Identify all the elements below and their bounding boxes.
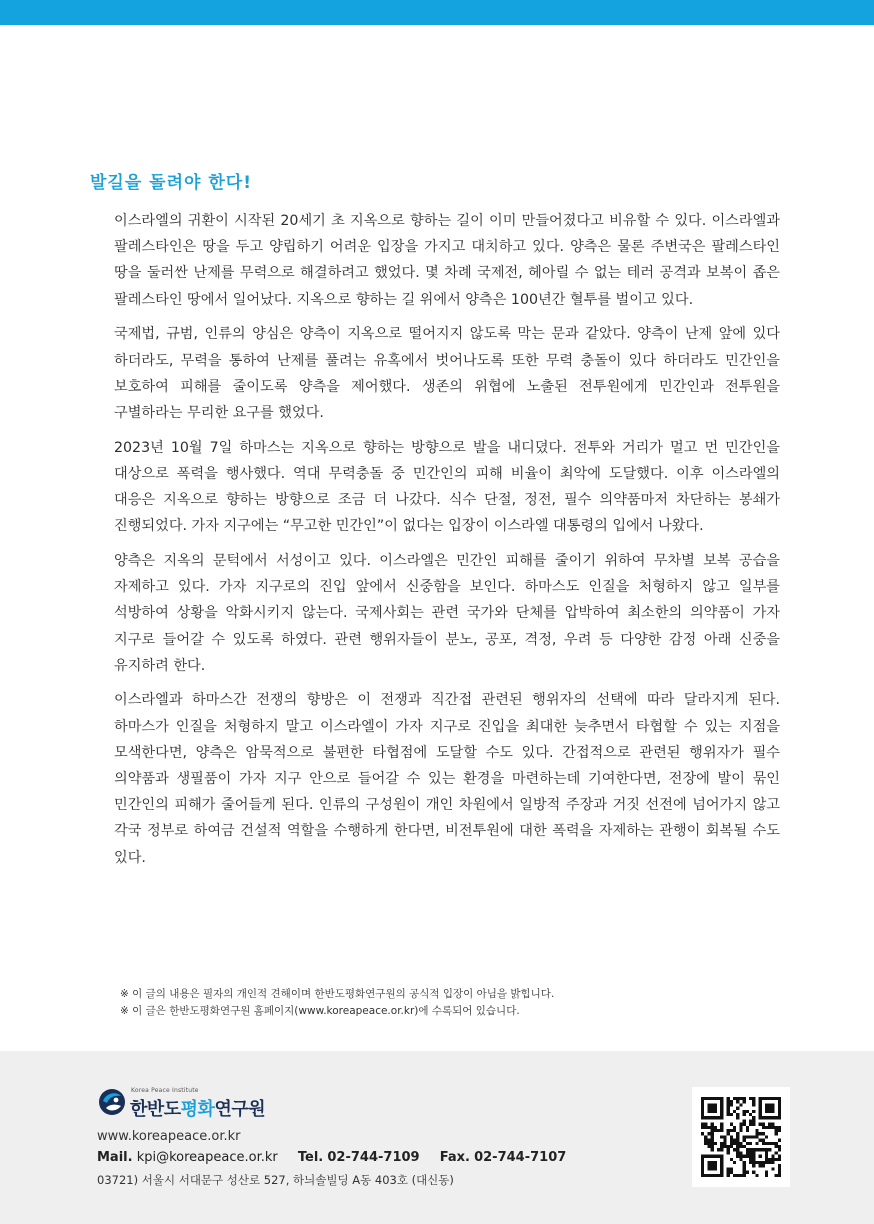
paragraph: 국제법, 규범, 인류의 양심은 양측이 지옥으로 떨어지지 않도록 막는 문과 같았다. 양측이 난제 앞에 있다 하더라도, 무력을 통하여 난제를 풀려는 유혹에서 벗어나도록 또한 무력 충돌이 있다 하더라도 민간인을 보호하여 피해를 줄이도록 양측을 제어했다. 생존의 위협에 노출된 전투원에게 민간인과 전투원을 구별하라는 무리한 요구를 했었다. xyxy=(114,326,780,421)
logo-korean-part: 연구원 xyxy=(214,1099,266,1120)
contact-line xyxy=(97,1150,566,1165)
tel-label: Tel. xyxy=(297,1150,324,1165)
disclaimer-notes xyxy=(120,986,820,1020)
tel-value: 02-744-7109 xyxy=(327,1150,420,1165)
top-accent-bar xyxy=(0,0,874,25)
disclaimer-note: ※ 이 글은 한반도평화연구원 홈페이지(www.koreapeace.or.kr)에 수록되어 있습니다. xyxy=(120,1005,520,1017)
institute-logo[interactable] xyxy=(97,1085,297,1121)
qr-code-icon[interactable] xyxy=(692,1087,790,1187)
section-title: 발길을 돌려야 한다! xyxy=(90,173,252,193)
postal-address: 03721) 서울시 서대문구 성산로 527, 하늬솔빌딩 A동 403호 (대신동) xyxy=(97,1173,454,1187)
paragraph: 2023년 10월 7일 하마스는 지옥으로 향하는 방향으로 발을 내디뎠다. 전투와 거리가 멀고 먼 민간인을 대상으로 폭력을 행사했다. 역대 무력충돌 중 민간인의 피해 비율이 최악에 도달했다. 이후 이스라엘의 대응은 지옥으로 향하는 방향으로 조금 더 나갔다. 식수 단절, 정전, 필수 의약품마저 차단하는 봉쇄가 진행되었다. 가자 지구에는 “무고한 민간인”이 없다는 입장이 이스라엘 대통령의 입에서 나왔다. xyxy=(114,439,780,535)
logo-mark-icon xyxy=(97,1087,127,1117)
website-link[interactable]: www.koreapeace.or.kr xyxy=(97,1129,241,1144)
footer xyxy=(0,1051,874,1224)
logo-english-name: Korea Peace Institute xyxy=(131,1087,199,1094)
disclaimer-note: ※ 이 글의 내용은 필자의 개인적 견해이며 한반도평화연구원의 공식적 입장이 아님을 밝힙니다. xyxy=(120,988,555,1000)
fax-value: 02-744-7107 xyxy=(474,1150,567,1165)
mail-link[interactable]: kpi@koreapeace.or.kr xyxy=(136,1150,278,1165)
logo-korean-name xyxy=(130,1095,265,1121)
fax-label: Fax. xyxy=(439,1150,470,1165)
logo-korean-part: 한반도 xyxy=(130,1099,181,1120)
paragraph: 이스라엘의 귀환이 시작된 20세기 초 지옥으로 향하는 길이 이미 만들어졌다고 비유할 수 있다. 이스라엘과 팔레스타인은 땅을 두고 양립하기 어려운 입장을 가지고 대치하고 있다. 양측은 물론 주변국은 팔레스타인 땅을 둘러싼 난제를 무력으로 해결하려고 했었다. 몇 차례 국제전, 헤아릴 수 없는 테러 공격과 보복이 좁은 팔레스타인 땅에서 일어났다. 지옥으로 향하는 길 위에서 양측은 100년간 혈투를 벌이고 있다. xyxy=(114,213,780,308)
paragraph: 양측은 지옥의 문턱에서 서성이고 있다. 이스라엘은 민간인 피해를 줄이기 위하여 무차별 보복 공습을 자제하고 있다. 가자 지구로의 진입 앞에서 신중함을 보인다. 하마스도 인질을 처형하지 않고 일부를 석방하여 상황을 악화시키지 않는다. 국제사회는 관련 국가와 단체를 압박하여 최소한의 의약품이 가자 지구로 들어갈 수 있도록 하였다. 관련 행위자들이 분노, 공포, 격정, 우려 등 다양한 감정 아래 신중을 유지하려 한다. xyxy=(114,552,780,674)
logo-korean-accent: 평화 xyxy=(180,1099,215,1120)
paragraph: 이스라엘과 하마스간 전쟁의 향방은 이 전쟁과 직간접 관련된 행위자의 선택에 따라 달라지게 된다. 하마스가 인질을 처형하지 말고 이스라엘이 가자 지구로 진입을 최대한 늦추면서 타협할 수 있는 지점을 모색한다면, 양측은 암묵적으로 불편한 타협점에 도달할 수도 있다. 간접적으로 관련된 행위자가 필수 의약품과 생필품이 가자 지구 안으로 들어갈 수 있는 환경을 마련하는데 기여한다면, 전장에 발이 묶인 민간인의 피해가 줄어들게 된다. 인류의 구성원이 개인 차원에서 일방적 주장과 거짓 선전에 넘어가지 않고 각국 정부로 하여금 건설적 역할을 수행하게 한다면, 비전투원에 대한 폭력을 자제하는 관행이 회복될 수도 있다. xyxy=(114,692,780,866)
article-body xyxy=(114,208,780,879)
mail-label: Mail. xyxy=(97,1150,133,1165)
